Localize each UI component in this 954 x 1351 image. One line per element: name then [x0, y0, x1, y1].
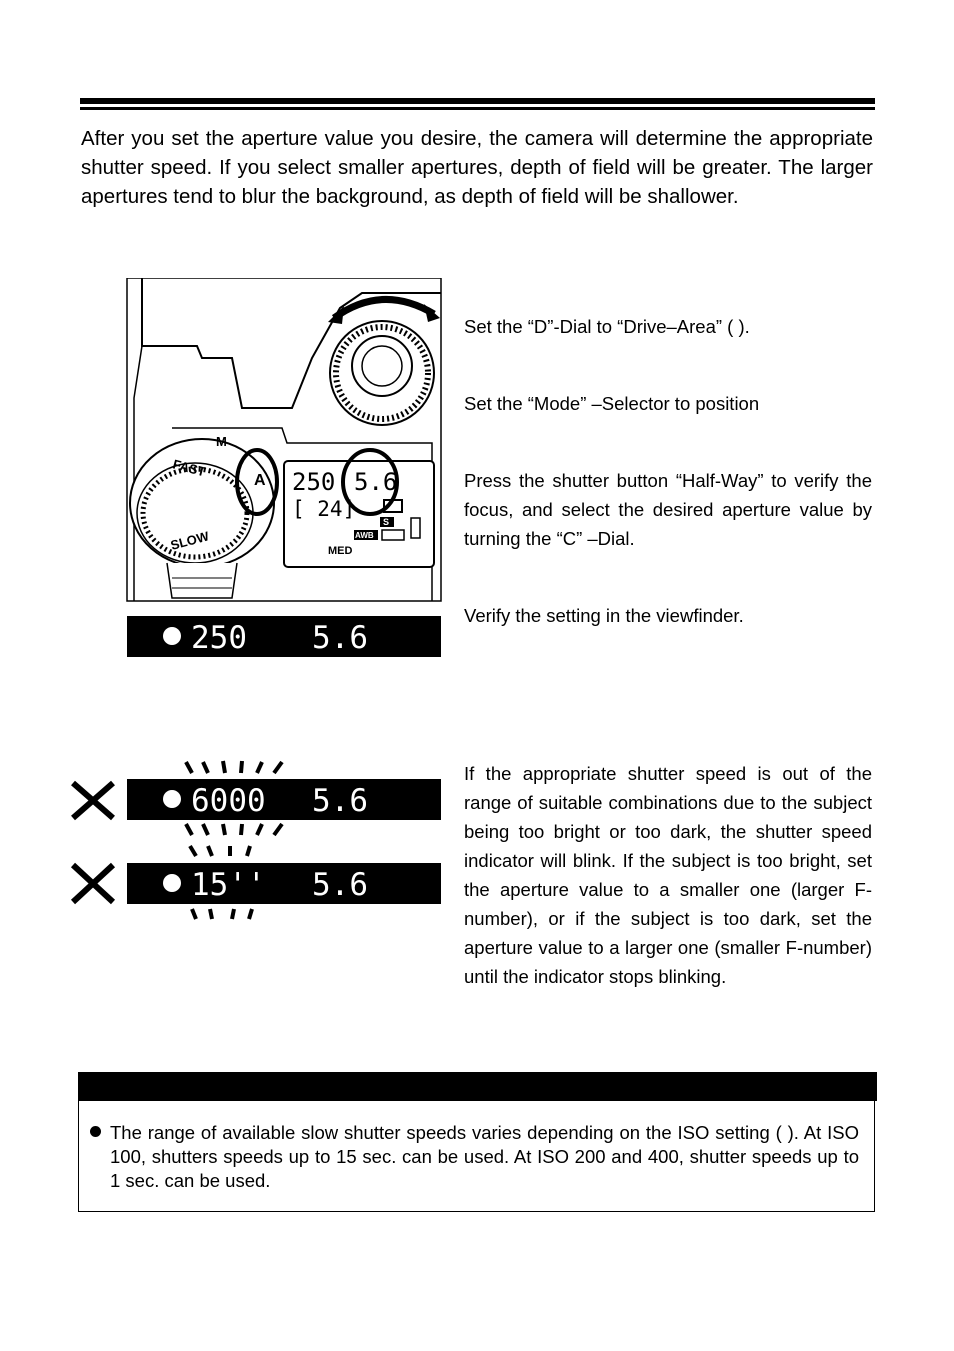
focus-indicator-icon: [163, 790, 181, 808]
step-1-text: Set the “D”-Dial to “Drive–Area” ( ).: [464, 316, 750, 337]
intro-paragraph: After you set the aperture value you desire, the camera will determine the appropriate shutter speed. If you select smaller apertures, depth of field will be greater. The larger apertures tend to blur the background, as depth of field will be shallower.: [81, 127, 873, 208]
step-2-text: Set the “Mode” –Selector to position: [464, 393, 760, 414]
top-rule-thick: [80, 98, 875, 104]
viewfinder-aperture: 5.6: [312, 620, 368, 656]
lcd-aperture: 5.6: [354, 468, 398, 496]
viewfinder-shutter: 15'': [191, 867, 266, 903]
step-3-text: Press the shutter button “Half-Way” to verify the focus, and select the desired aperture value by turning the “C” –Dial.: [464, 470, 872, 549]
viewfinder-aperture: 5.6: [312, 867, 368, 903]
mode-a-label: A: [254, 472, 266, 489]
viewfinder-shutter: 6000: [191, 783, 266, 819]
focus-indicator-icon: [163, 627, 181, 645]
mode-m-label: M: [216, 434, 227, 449]
dial-fast-label: FAST: [171, 456, 208, 480]
camera-illustration: [72, 278, 442, 668]
lcd-shutter: 250: [292, 468, 336, 496]
top-rule-thin: [80, 107, 875, 110]
error-x-icon: [73, 783, 113, 818]
lcd-med-label: MED: [328, 545, 353, 557]
note-header-bar: [78, 1072, 877, 1101]
bullet-icon: [90, 1126, 101, 1137]
viewfinder-shutter: 250: [191, 620, 247, 656]
viewfinder-aperture: 5.6: [312, 783, 368, 819]
viewfinder-display-too-bright: [127, 779, 441, 820]
note-text: The range of available slow shutter speeds varies depending on the ISO setting ( ). At ISO 100, shutters speeds up to 15 sec. can be used. At ISO 200 and 400, shutter speeds up to 1 sec. can be used.: [110, 1122, 859, 1191]
viewfinder-display-normal: [127, 616, 441, 657]
lcd-awb-badge: AWB: [355, 531, 374, 540]
dial-slow-label: SLOW: [168, 528, 211, 553]
step-4-text: Verify the setting in the viewfinder.: [464, 605, 744, 626]
lcd-s-badge: S: [383, 517, 390, 527]
error-x-icon: [73, 865, 113, 902]
lcd-frames: [ 24]: [292, 497, 356, 521]
focus-indicator-icon: [163, 874, 181, 892]
warning-text: If the appropriate shutter speed is out of the range of suitable combinations due to the subject being too bright or too dark, the shutter speed indicator will blink. If the subject is too bright, set the aperture value to a smaller one (larger F-number), or if the subject is too dark, set the aperture value to a larger one (smaller F-number) until the indicator stops blinking.: [464, 763, 872, 987]
viewfinder-display-too-dark: [127, 863, 441, 904]
